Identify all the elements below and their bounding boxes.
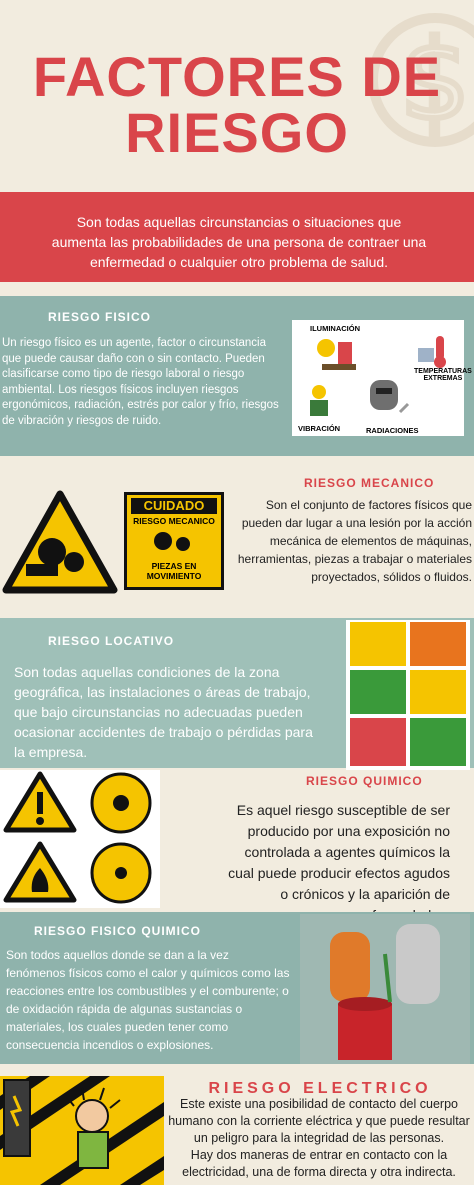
fisico-heading: RIESGO FISICO bbox=[48, 310, 152, 324]
gears-icon bbox=[127, 526, 221, 556]
chemical-signs bbox=[0, 770, 160, 908]
svg-text:$: $ bbox=[400, 16, 470, 144]
electrico-text1: Este existe una posibilidad de contacto del cuerpo humano con la corriente eléctrica y que puede resultar un peligro para la integridad de las personas. bbox=[168, 1097, 470, 1145]
radiation-icon bbox=[88, 842, 154, 904]
slip-sign-icon bbox=[350, 622, 406, 666]
shelf-collapse-sign-icon bbox=[350, 718, 406, 766]
mecanico-text: Son el conjunto de factores físicos que pueden dar lugar a una lesión por la acción mecánica de elementos de máquinas, herramientas, piezas a trabajar o materiales proyectados, sólidos o fluidos. bbox=[237, 498, 472, 584]
cuidado-sign bbox=[124, 492, 224, 590]
exclamation-warning-icon bbox=[4, 770, 76, 834]
fisico-quimico-heading: RIESGO FISICO QUIMICO bbox=[34, 924, 202, 938]
fisico-quimico-text: Son todos aquellos donde se dan a la vez fenómenos físicos como el calor y químicos como las reacciones entre los combustibles y el comburente; o de oxidación rápida de algunas sustancias o materiales, los cuales pueden tener como consecuencia incendios o explosiones. bbox=[6, 948, 290, 1052]
label-radiaciones: RADIACIONES bbox=[366, 426, 419, 435]
falling-objects-sign-icon bbox=[350, 670, 406, 714]
fisico-text: Un riesgo físico es un agente, factor o circunstancia que puede causar daño con o sin contacto. Pueden clasificarse como tipo de riesgo laboral o riesgo ambiental. Los riesgos físicos incluyen riesgos ergonómicos, radiación, estrés por calor y frío, riesgos de vibración y riesgos de ruido. bbox=[2, 337, 279, 427]
locativo-text: Son todas aquellas condiciones de la zona geográfica, las instalaciones o áreas de trabajo, que bajo circunstancias no adecuadas pueden ocasionar accidentes de trabajo o pérdidas para la empresa. bbox=[14, 664, 313, 760]
mechanical-warning-icon bbox=[2, 490, 118, 594]
quimico-text: Es aquel riesgo susceptible de ser producido por una exposición no controlada a agentes químicos la cual puede producir efectos agudos o crónicos y la aparición de bbox=[228, 802, 450, 902]
hazmat-workers-image bbox=[300, 914, 470, 1064]
sign-title: CUIDADO bbox=[131, 498, 217, 514]
welding-mask-icon bbox=[364, 374, 408, 418]
mecanico-heading: RIESGO MECANICO bbox=[304, 476, 435, 490]
thermometer-icon bbox=[416, 334, 456, 368]
electrico-heading: RIESGO ELECTRICO bbox=[208, 1080, 432, 1097]
quimico-heading: RIESGO QUIMICO bbox=[306, 774, 423, 788]
locativo-signs bbox=[346, 620, 470, 770]
sign-line2: PIEZAS EN bbox=[151, 561, 197, 571]
locativo-heading: RIESGO LOCATIVO bbox=[48, 634, 175, 648]
sign-line3: MOVIMIENTO bbox=[146, 571, 202, 581]
fisico-image bbox=[292, 320, 472, 436]
flammable-warning-icon bbox=[4, 840, 76, 904]
lifting-sign-icon bbox=[410, 718, 466, 766]
trip-sign-icon bbox=[410, 622, 466, 666]
electrico-text-block bbox=[164, 1096, 474, 1181]
fall-sign-icon bbox=[410, 670, 466, 714]
label-vibracion: VIBRACIÓN bbox=[298, 424, 341, 433]
electrico-text2: Hay dos maneras de entrar en contacto con la electricidad, una de forma directa y otra indirecta. bbox=[182, 1148, 456, 1179]
sign-line1: RIESGO MECANICO bbox=[133, 516, 215, 526]
label-temperatura1: TEMPERATURAS bbox=[414, 368, 472, 375]
lightbulb-worker-icon bbox=[312, 334, 362, 374]
label-temperatura2: EXTREMAS bbox=[423, 375, 463, 382]
electric-shock-image bbox=[0, 1076, 164, 1185]
intro-text: Son todas aquellas circunstancias o situaciones que aumenta las probabilidades de una persona de contraer una enfermedad o cualquier otro problema de salud. bbox=[51, 214, 427, 270]
title-line2: RIESGO bbox=[125, 101, 349, 164]
title-line1: FACTORES DE bbox=[32, 45, 442, 108]
vibration-worker-icon bbox=[302, 382, 336, 422]
label-iluminacion: ILUMINACIÓN bbox=[310, 324, 360, 333]
biohazard-icon bbox=[88, 772, 154, 834]
